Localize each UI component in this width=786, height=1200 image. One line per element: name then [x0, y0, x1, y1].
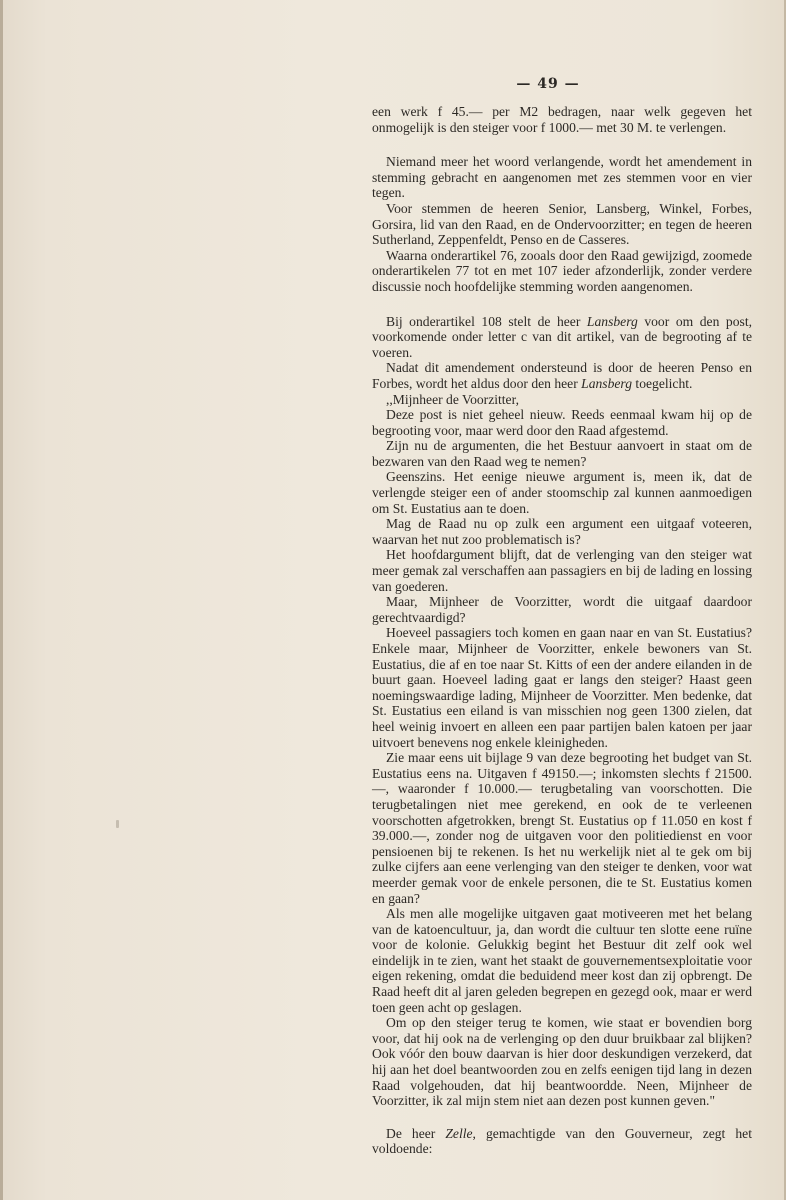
paragraph: Zijn nu de argumenten, die het Bestuur aanvoert in staat om de bezwaren van den Raad weg te nemen? [372, 438, 752, 469]
paragraph: Zie maar eens uit bijlage 9 van deze begrooting het budget van St. Eustatius eens na. Uitgaven f 49150.—; inkomsten slechts f 21500.—, waaronder f 10.000.— terugbetaling van voorschotten. Die terugbetalingen niet mee gerekend, en ook de te verleenen voorschotten afgetrokken, brengt St. Eustatius op f 11.050 en kost f 39.000.—, zonder nog de uitgaven voor den politiedienst en voor pensioenen bij te rekenen. Is het nu werkelijk niet al te gek om bij zulke cijfers aan eene verlenging van den steiger te denken, voor wat meerder gemak voor de enkele personen, die te St. Eustatius komen en gaan? [372, 750, 752, 906]
paragraph: Het hoofdargument blijft, dat de verlenging van den steiger wat meer gemak zal verschaffen aan passagiers en bij de lading en lossing van goederen. [372, 547, 752, 594]
paragraph: Geenszins. Het eenige nieuwe argument is, meen ik, dat de verlengde steiger een of ander stoomschip zal kunnen aanmoedigen om St. Eustatius aan te doen. [372, 469, 752, 516]
speaker-name: Lansberg [581, 375, 633, 391]
paragraph: Nadat dit amendement ondersteund is door de heeren Penso en Forbes, wordt het aldus door den heer Lansberg toegelicht. [372, 360, 752, 391]
paragraph: een werk f 45.— per M2 bedragen, naar welk gegeven het onmogelijk is den steiger voor f 1000.— met 30 M. te verlengen. [372, 104, 752, 135]
body-text [372, 104, 752, 1157]
paragraph: Bij onderartikel 108 stelt de heer Lansberg voor om den post, voorkomende onder letter c van dit artikel, van de begrooting af te voeren. [372, 313, 752, 360]
page-left-edge [0, 0, 3, 1200]
paragraph: De heer Zelle, gemachtigde van den Gouverneur, zegt het voldoende: [372, 1125, 752, 1157]
paragraph: Als men alle mogelijke uitgaven gaat motiveeren met het belang van de katoencultuur, ja, dan wordt die cultuur ten slotte eene ruïne voor de kolonie. Gelukkig begint het Bestuur dit zelf ook wel eindelijk in te zien, want het staakt de gouvernementsexploitatie voor eigen rekening, omdat die beduidend meer kost dan zij opbrengt. De Raad heeft dit al jaren geleden begrepen en gezegd ook, maar er werd toen geen acht op geslagen. [372, 906, 752, 1015]
paragraph: Deze post is niet geheel nieuw. Reeds eenmaal kwam hij op de begrooting voor, maar werd door den Raad afgestemd. [372, 407, 752, 438]
paragraph: Maar, Mijnheer de Voorzitter, wordt die uitgaaf daardoor gerechtvaardigd? [372, 594, 752, 625]
paragraph: Mag de Raad nu op zulk een argument een uitgaaf voteeren, waarvan het nut zoo problematisch is? [372, 516, 752, 547]
paper-blemish [116, 820, 119, 828]
paragraph: Niemand meer het woord verlangende, wordt het amendement in stemming gebracht en aangenomen met zes stemmen voor en vier tegen. [372, 154, 752, 201]
speaker-name: Zelle [445, 1125, 473, 1141]
speaker-name: Lansberg [586, 313, 638, 329]
paragraph: Voor stemmen de heeren Senior, Lansberg, Winkel, Forbes, Gorsira, lid van den Raad, en de Ondervoorzitter; en tegen de heeren Sutherland, Zeppenfeldt, Penso en de Casseres. [372, 200, 752, 248]
paragraph: Waarna onderartikel 76, zooals door den Raad gewijzigd, zoomede onderartikelen 77 tot en met 107 ieder afzonderlijk, zonder verdere discussie noch hoofdelijke stemming worden aangenomen. [372, 247, 752, 294]
paragraph: Hoeveel passagiers toch komen en gaan naar en van St. Eustatius? Enkele maar, Mijnheer de Voorzitter, enkele bewoners van St. Eustatius, die af en toe naar St. Kitts of een der andere eilanden in de buurt gaan. Hoeveel lading gaat er langs den steiger? Haast geen noemingswaardige lading, Mijnheer de Voorzitter. Men bedenke, dat St. Eustatius een eiland is van misschien nog geen 1300 zielen, dat heel weinig invoert en alleen een paar partijen balen katoen per jaar uitvoert benevens nog enkele kleinigheden. [372, 625, 752, 750]
paragraph: ,,Mijnheer de Voorzitter, [386, 391, 519, 407]
paragraph: Om op den steiger terug te komen, wie staat er bovendien borg voor, dat hij ook na de verlenging op den duur bruikbaar zal blijken? Ook vóór den bouw daarvan is hier door deskundigen verzekerd, dat hij aan het doel beantwoorden zou en zelfs eenigen tijd lang in dezen Raad volgehouden, dat hij beantwoordde. Neen, Mijnheer de Voorzitter, ik zal mijn stem niet aan dezen post kunnen geven." [372, 1015, 752, 1109]
page-number: — 49 — [516, 76, 580, 92]
